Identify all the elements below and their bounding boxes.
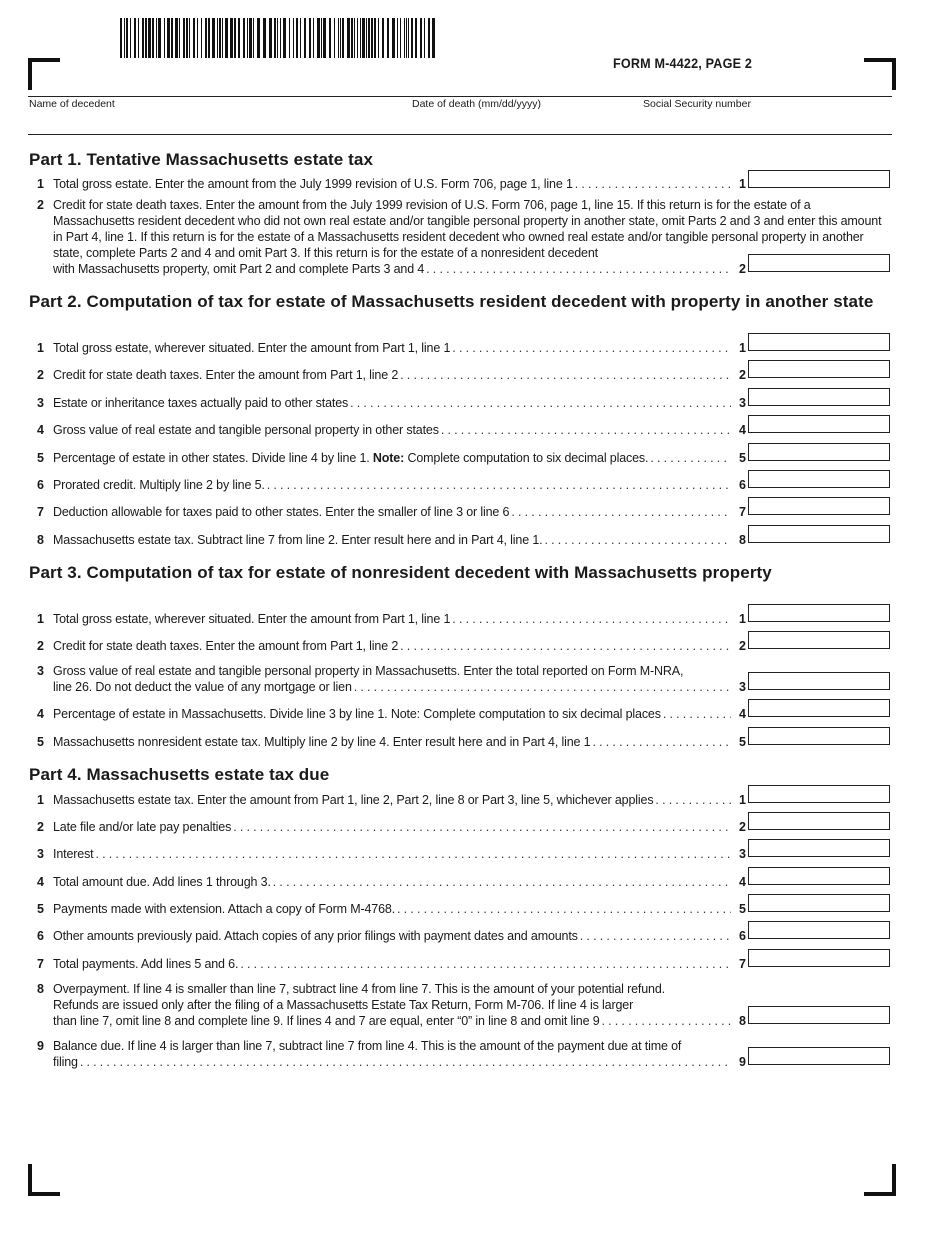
part1-line2-text-last: with Massachusetts property, omit Part 2 and complete Parts 3 and 4 . . . xyxy=(53,261,733,277)
part3-line3-number: 3 xyxy=(37,664,44,678)
part3-line4-text: Percentage of estate in Massachusetts. Divide line 3 by line 1. Note: Complete computation to six decimal places . . . xyxy=(53,706,733,722)
part1-line2-text: Credit for state death taxes. Enter the amount from the July 1999 revision of U.S. Form 706, page 1, line 15. If this return is for the estate of a Massachusetts resident decedent who did not own real estate and/or tangible personal property in another state, omit Parts 2 and 3 and enter this amount in Part 4, line 1. If this return is for the estate of a Massachusetts resident decedent who owned real estate and/or tangible personal property in another state, complete Parts 2 and 4 and omit Part 3. If this return is for the estate of a nonresident decedent xyxy=(53,198,882,260)
part2-line3-amount-field[interactable] xyxy=(748,388,890,406)
part4-line7-amount-field[interactable] xyxy=(748,949,890,967)
part4-line1-amount-field[interactable] xyxy=(748,785,890,803)
part2-title: Part 2. Computation of tax for estate of Massachusetts resident decedent with property in another state xyxy=(29,292,874,311)
part4-line3-box-number: 3 xyxy=(739,847,746,861)
part4-line9-number: 9 xyxy=(37,1039,44,1053)
part3-title: Part 3. Computation of tax for estate of nonresident decedent with Massachusetts property xyxy=(29,563,772,582)
name-of-decedent-label: Name of decedent xyxy=(29,98,115,110)
form-id: FORM M-4422, PAGE 2 xyxy=(613,55,753,71)
part4-line2-number: 2 xyxy=(37,820,44,834)
part3-line1-number: 1 xyxy=(37,612,44,626)
part3-line5-text: Massachusetts nonresident estate tax. Multiply line 2 by line 4. Enter result here and in Part 4, line 1 . . . xyxy=(53,734,733,750)
part2-line6-number: 6 xyxy=(37,478,44,492)
part2-line7-text: Deduction allowable for taxes paid to other states. Enter the smaller of line 3 or line 6 . . . xyxy=(53,504,733,520)
part2-line4-number: 4 xyxy=(37,423,44,437)
part2-line2-amount-field[interactable] xyxy=(748,360,890,378)
corner-mark-top-right xyxy=(864,58,896,90)
part1-title: Part 1. Tentative Massachusetts estate tax xyxy=(29,150,374,169)
part4-line4-box-number: 4 xyxy=(739,875,746,889)
part4-line9-text: Balance due. If line 4 is larger than line 7, subtract line 7 from line 4. This is the amount of the payment due at time of xyxy=(53,1039,682,1053)
part3-line2-number: 2 xyxy=(37,639,44,653)
part2-line5-box-number: 5 xyxy=(739,451,746,465)
part2-line6-amount-field[interactable] xyxy=(748,470,890,488)
part3-line4-box-number: 4 xyxy=(739,707,746,721)
part2-line1-text: Total gross estate, wherever situated. Enter the amount from Part 1, line 1 . . . xyxy=(53,340,733,356)
part2-line3-number: 3 xyxy=(37,396,44,410)
part2-line1-box-number: 1 xyxy=(739,341,746,355)
part3-line3-amount-field[interactable] xyxy=(748,672,890,690)
part4-line5-box-number: 5 xyxy=(739,902,746,916)
part2-line4-text: Gross value of real estate and tangible personal property in other states . . . xyxy=(53,422,733,438)
part4-line7-number: 7 xyxy=(37,957,44,971)
part2-line8-number: 8 xyxy=(37,533,44,547)
part2-line1-amount-field[interactable] xyxy=(748,333,890,351)
part2-line4-amount-field[interactable] xyxy=(748,415,890,433)
part4-line5-number: 5 xyxy=(37,902,44,916)
part4-line8-box-number: 8 xyxy=(739,1014,746,1028)
part2-line1-number: 1 xyxy=(37,341,44,355)
part2-line7-box-number: 7 xyxy=(739,505,746,519)
part4-line9-amount-field[interactable] xyxy=(748,1047,890,1065)
part3-line5-amount-field[interactable] xyxy=(748,727,890,745)
part4-line9-text-last: filing . . . xyxy=(53,1054,733,1070)
part2-line5-text: Percentage of estate in other states. Divide line 4 by line 1. Note: Complete computation to six decimal places. . . . xyxy=(53,450,733,466)
part2-line2-box-number: 2 xyxy=(739,368,746,382)
part4-line8-text-last: than line 7, omit line 8 and complete line 9. If lines 4 and 7 are equal, enter “0” in line 8 and omit line 9 . . . xyxy=(53,1013,733,1029)
header-bottom-rule xyxy=(28,134,892,135)
part4-line1-box-number: 1 xyxy=(739,793,746,807)
part1-line2-amount-field[interactable] xyxy=(748,254,890,272)
part4-line1-number: 1 xyxy=(37,793,44,807)
part2-line5-amount-field[interactable] xyxy=(748,443,890,461)
part4-line1-text: Massachusetts estate tax. Enter the amount from Part 1, line 2, Part 2, line 8 or Part 3, line 5, whichever applies . . . xyxy=(53,792,733,808)
part4-line5-text: Payments made with extension. Attach a copy of Form M-4768. . . . xyxy=(53,901,733,917)
part2-line6-box-number: 6 xyxy=(739,478,746,492)
part4-line3-text: Interest . . . xyxy=(53,846,733,862)
date-of-death-label: Date of death (mm/dd/yyyy) xyxy=(412,98,541,110)
corner-mark-top-left xyxy=(28,58,60,90)
part4-line8-text: Overpayment. If line 4 is smaller than line 7, subtract line 4 from line 7. This is the amount of your potential refund. Refunds are issued only after the filing of a Massachusetts Estate Tax Return, Form M-706. If line 4 is larger xyxy=(53,982,665,1012)
corner-mark-bottom-right xyxy=(864,1164,896,1196)
part2-line5-number: 5 xyxy=(37,451,44,465)
part1-line1-box-number: 1 xyxy=(739,177,746,191)
part4-line8-amount-field[interactable] xyxy=(748,1006,890,1024)
part3-line2-box-number: 2 xyxy=(739,639,746,653)
part3-line4-number: 4 xyxy=(37,707,44,721)
part4-line6-amount-field[interactable] xyxy=(748,921,890,939)
part2-line8-text: Massachusetts estate tax. Subtract line 7 from line 2. Enter result here and in Part 4, line 1. . . . xyxy=(53,532,733,548)
part3-line3-text-last: line 26. Do not deduct the value of any mortgage or lien . . . xyxy=(53,679,733,695)
part1-line1-number: 1 xyxy=(37,177,44,191)
part1-line1-amount-field[interactable] xyxy=(748,170,890,188)
corner-mark-bottom-left xyxy=(28,1164,60,1196)
part4-line2-box-number: 2 xyxy=(739,820,746,834)
part2-line7-number: 7 xyxy=(37,505,44,519)
part2-line6-text: Prorated credit. Multiply line 2 by line 5. . . . xyxy=(53,477,733,493)
part4-line6-number: 6 xyxy=(37,929,44,943)
part3-line2-amount-field[interactable] xyxy=(748,631,890,649)
ssn-label: Social Security number xyxy=(643,98,751,110)
part3-line4-amount-field[interactable] xyxy=(748,699,890,717)
part4-line6-box-number: 6 xyxy=(739,929,746,943)
part2-line2-text: Credit for state death taxes. Enter the amount from Part 1, line 2 . . . xyxy=(53,367,733,383)
part2-line4-box-number: 4 xyxy=(739,423,746,437)
part3-line5-box-number: 5 xyxy=(739,735,746,749)
part3-line3-text: Gross value of real estate and tangible personal property in Massachusetts. Enter the total reported on Form M-NRA, xyxy=(53,664,684,678)
part4-line4-amount-field[interactable] xyxy=(748,867,890,885)
part3-line1-text: Total gross estate, wherever situated. Enter the amount from Part 1, line 1 . . . xyxy=(53,611,733,627)
part2-line3-text: Estate or inheritance taxes actually paid to other states . . . xyxy=(53,395,733,411)
part1-line2-box-number: 2 xyxy=(739,262,746,276)
part4-line4-number: 4 xyxy=(37,875,44,889)
barcode-image xyxy=(120,18,438,58)
part2-line8-amount-field[interactable] xyxy=(748,525,890,543)
part2-line2-number: 2 xyxy=(37,368,44,382)
part3-line1-amount-field[interactable] xyxy=(748,604,890,622)
part3-line2-text: Credit for state death taxes. Enter the amount from Part 1, line 2 . . . xyxy=(53,638,733,654)
part3-line1-box-number: 1 xyxy=(739,612,746,626)
part4-line7-box-number: 7 xyxy=(739,957,746,971)
part4-line5-amount-field[interactable] xyxy=(748,894,890,912)
part4-line3-amount-field[interactable] xyxy=(748,839,890,857)
part1-line2-number: 2 xyxy=(37,198,44,212)
part3-line5-number: 5 xyxy=(37,735,44,749)
part1-line1-text: Total gross estate. Enter the amount from the July 1999 revision of U.S. Form 706, page 1, line 1 . . . xyxy=(53,176,733,192)
header-top-rule xyxy=(28,96,892,97)
part4-line4-text: Total amount due. Add lines 1 through 3. . . . xyxy=(53,874,733,890)
part4-line9-box-number: 9 xyxy=(739,1055,746,1069)
part4-line3-number: 3 xyxy=(37,847,44,861)
part2-line8-box-number: 8 xyxy=(739,533,746,547)
part4-line6-text: Other amounts previously paid. Attach copies of any prior filings with payment dates and amounts . . . xyxy=(53,928,733,944)
part2-line3-box-number: 3 xyxy=(739,396,746,410)
part2-line7-amount-field[interactable] xyxy=(748,497,890,515)
part3-line3-box-number: 3 xyxy=(739,680,746,694)
part4-title: Part 4. Massachusetts estate tax due xyxy=(29,765,330,784)
part4-line2-amount-field[interactable] xyxy=(748,812,890,830)
part4-line2-text: Late file and/or late pay penalties . . . xyxy=(53,819,733,835)
part4-line7-text: Total payments. Add lines 5 and 6. . . . xyxy=(53,956,733,972)
part4-line8-number: 8 xyxy=(37,982,44,996)
